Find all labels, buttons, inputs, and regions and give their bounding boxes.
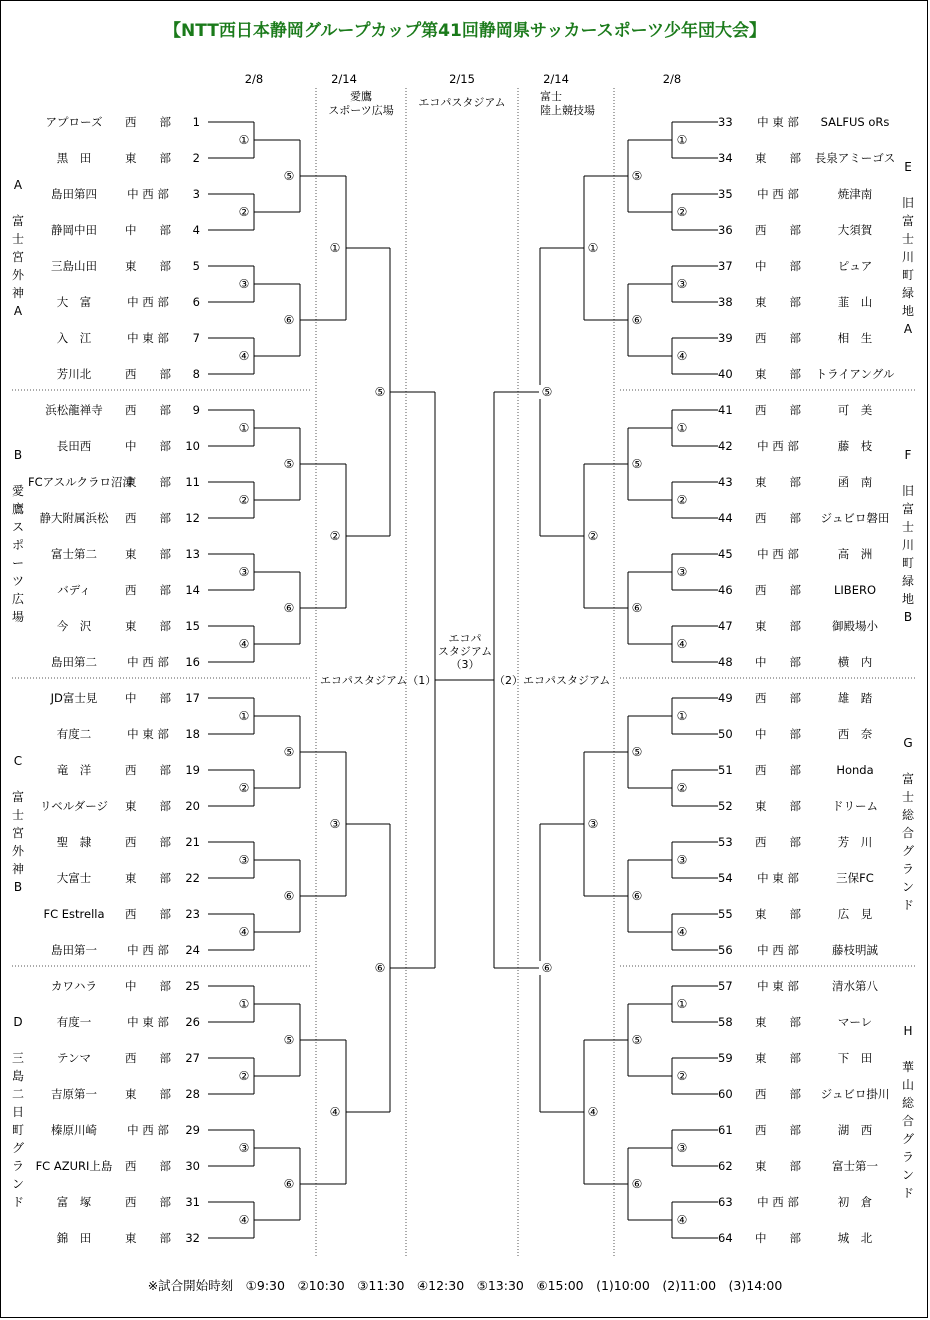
team-name-right: 芳 川 [837,835,873,849]
group-letter: F [904,448,912,462]
date-right-r2: 2/14 [543,72,569,86]
start-times-note: ※試合開始時刻 ①9:30 ②10:30 ③11:30 ④12:30 ⑤13:30 ⑥15:00 (1)10:00 (2)11:00 (3)14:00 [147,1278,783,1293]
match-mark-r1-right: ④ [674,925,690,939]
team-number-right: 36 [718,223,733,237]
team-number-left: 7 [192,331,200,345]
match-mark-r1-left: ④ [236,1213,252,1227]
team-number-right: 55 [718,907,733,921]
team-number-right: 43 [718,475,733,489]
team-name-right: 横 内 [837,655,873,669]
match-mark-r2-right: ⑥ [629,1177,645,1191]
team-name-left: 入 江 [56,331,92,345]
date-right-r1: 2/8 [662,72,682,86]
team-region-right: 中 西 部 [757,943,799,957]
team-number-left: 23 [185,907,200,921]
team-number-left: 14 [185,583,200,597]
team-region-right: 西 部 [755,835,801,849]
team-region-right: 中 部 [755,727,801,741]
team-number-left: 1 [192,115,200,129]
team-number-right: 52 [718,799,733,813]
team-number-right: 56 [718,943,733,957]
final-right-label: （2）エコパスタジアム [494,674,611,687]
team-name-right: LIBERO [834,583,876,597]
group-label-left [10,176,26,320]
team-region-right: 中 西 部 [757,1195,799,1209]
team-number-right: 61 [718,1123,733,1137]
team-number-left: 25 [185,979,200,993]
team-region-left: 中 西 部 [127,655,169,669]
team-region-right: 西 部 [755,223,801,237]
team-number-right: 33 [718,115,733,129]
team-region-left: 西 部 [125,403,171,417]
group-label-left [10,752,26,896]
team-name-right: ドリーム [832,799,878,813]
team-name-right: Honda [836,763,874,777]
team-number-right: 58 [718,1015,733,1029]
team-region-left: 西 部 [125,1195,171,1209]
team-name-right: 大須賀 [837,223,873,237]
match-mark-r3-right: ④ [585,1105,601,1119]
team-number-right: 62 [718,1159,733,1173]
team-name-left: FC Estrella [43,907,105,921]
team-region-left: 西 部 [125,367,171,381]
team-region-right: 西 部 [755,1123,801,1137]
team-name-right: ジュビロ掛川 [820,1087,890,1101]
team-number-left: 32 [185,1231,200,1245]
team-number-right: 60 [718,1087,733,1101]
team-name-right: 清水第八 [832,979,878,993]
team-name-right: ジュビロ磐田 [820,511,890,525]
team-number-left: 2 [192,151,200,165]
group-label-right [900,1022,916,1202]
team-region-left: 中 部 [125,223,171,237]
team-name-right: 相 生 [837,331,873,345]
group-label-right [900,158,916,338]
group-venue: 三島二日町グランド [11,1051,24,1209]
team-region-right: 西 部 [755,403,801,417]
match-mark-r1-left: ① [236,709,252,723]
match-mark-r2-right: ⑥ [629,313,645,327]
group-label-right [900,446,916,626]
team-name-left: アプローズ [45,115,103,129]
match-mark-r2-right: ⑥ [629,601,645,615]
team-number-left: 22 [185,871,200,885]
match-mark-r1-left: ② [236,493,252,507]
team-number-left: 21 [185,835,200,849]
group-letter: B [13,448,23,462]
group-letter: H [903,1024,913,1038]
team-region-right: 東 部 [755,907,801,921]
team-name-right: トライアングル [815,367,895,381]
group-venue: 旧富士川町緑地B [901,484,914,624]
team-name-left: 榛原川崎 [51,1123,97,1137]
team-name-right: 西 奈 [837,727,873,741]
team-number-left: 11 [185,475,200,489]
match-mark-r1-left: ③ [236,565,252,579]
match-mark-r1-left: ① [236,997,252,1011]
team-number-right: 46 [718,583,733,597]
team-region-right: 東 部 [755,1015,801,1029]
team-number-left: 15 [185,619,200,633]
match-mark-r1-left: ④ [236,925,252,939]
team-number-left: 31 [185,1195,200,1209]
team-region-right: 中 東 部 [757,115,799,129]
team-number-right: 34 [718,151,733,165]
team-name-right: 三保FC [836,871,874,885]
team-number-right: 57 [718,979,733,993]
date-center: 2/15 [449,72,475,86]
match-mark-r1-right: ③ [674,277,690,291]
team-region-right: 西 部 [755,511,801,525]
team-name-left: テンマ [57,1051,91,1065]
team-number-right: 48 [718,655,733,669]
team-name-right: 城 北 [837,1231,873,1245]
team-region-right: 中 西 部 [757,187,799,201]
team-region-left: 西 部 [125,583,171,597]
group-venue: 富士宮外神A [11,214,24,318]
group-letter: A [13,178,23,192]
team-region-left: 東 部 [125,547,171,561]
team-region-right: 中 西 部 [757,547,799,561]
team-region-right: 西 部 [755,691,801,705]
match-mark-r1-left: ④ [236,349,252,363]
team-region-left: 西 部 [125,835,171,849]
final-left-label: エコパスタジアム（1） [320,674,437,687]
team-name-right: 藤枝明誠 [832,943,878,957]
group-venue: 華山総合グランド [901,1060,914,1200]
match-mark-r1-left: ③ [236,277,252,291]
team-region-right: 中 西 部 [757,439,799,453]
match-mark-r2-right: ⑤ [629,457,645,471]
group-letter: E [904,160,912,174]
team-number-right: 39 [718,331,733,345]
team-name-left: 大 富 [56,295,92,309]
team-name-right: 藤 枝 [837,439,873,453]
match-mark-r2-left: ⑥ [281,1177,297,1191]
team-number-left: 19 [185,763,200,777]
team-region-left: 中 西 部 [127,943,169,957]
match-mark-r2-right: ⑤ [629,745,645,759]
team-region-right: 中 部 [755,259,801,273]
match-mark-r1-right: ③ [674,853,690,867]
team-region-left: 東 部 [125,151,171,165]
team-region-left: 中 西 部 [127,1123,169,1137]
team-region-left: 中 東 部 [127,1015,169,1029]
match-mark-r1-right: ① [674,709,690,723]
venue-center: エコパスタジアム [418,96,506,109]
match-mark-r1-right: ③ [674,565,690,579]
team-name-right: 可 美 [837,403,873,417]
match-mark-r2-left: ⑥ [281,601,297,615]
team-name-right: 下 田 [837,1051,873,1065]
team-name-left: 三島山田 [51,259,97,273]
team-number-right: 64 [718,1231,733,1245]
team-name-left: 有度二 [56,727,92,741]
match-mark-r1-left: ④ [236,637,252,651]
team-name-left: 今 沢 [56,619,92,633]
team-name-left: 島田第一 [51,943,97,957]
team-name-right: 富士第一 [832,1159,878,1173]
team-name-right: 初 倉 [837,1195,873,1209]
team-region-left: 西 部 [125,511,171,525]
group-venue: 富士総合グランド [901,772,914,912]
team-number-left: 10 [185,439,200,453]
match-mark-r1-right: ③ [674,1141,690,1155]
team-region-left: 東 部 [125,1087,171,1101]
team-region-right: 東 部 [755,367,801,381]
team-region-left: 中 部 [125,691,171,705]
team-region-right: 西 部 [755,763,801,777]
team-region-left: 中 西 部 [127,295,169,309]
team-name-left: 聖 隷 [56,835,92,849]
date-left-r2: 2/14 [331,72,357,86]
team-region-right: 中 東 部 [757,871,799,885]
match-mark-r2-left: ⑤ [281,1033,297,1047]
match-mark-r2-right: ⑤ [629,169,645,183]
team-number-right: 45 [718,547,733,561]
team-number-left: 24 [185,943,200,957]
team-name-right: SALFUS oRs [820,115,890,129]
team-region-left: 西 部 [125,763,171,777]
team-name-left: 富 塚 [56,1195,92,1209]
team-region-right: 東 部 [755,619,801,633]
team-number-left: 27 [185,1051,200,1065]
match-mark-r2-left: ⑤ [281,169,297,183]
team-name-left: 錦 田 [56,1231,92,1245]
team-number-left: 8 [192,367,200,381]
team-region-left: 中 部 [125,979,171,993]
team-name-left: 浜松龍禅寺 [45,403,103,417]
group-label-right [900,734,916,914]
team-name-right: 長泉アミーゴス [814,151,896,165]
team-region-left: 西 部 [125,1159,171,1173]
match-mark-r4-right: ⑤ [539,385,555,399]
match-mark-r2-left: ⑤ [281,457,297,471]
team-name-left: FC AZURI上島 [35,1159,113,1173]
team-region-right: 東 部 [755,151,801,165]
team-name-right: 高 洲 [837,547,873,561]
team-region-right: 西 部 [755,583,801,597]
team-number-left: 13 [185,547,200,561]
team-region-right: 東 部 [755,295,801,309]
match-mark-r2-right: ⑥ [629,889,645,903]
team-region-left: 西 部 [125,1051,171,1065]
team-region-left: 中 部 [125,439,171,453]
team-number-left: 6 [192,295,200,309]
team-name-left: JD富士見 [50,691,98,705]
match-mark-r3-right: ② [585,529,601,543]
match-mark-r3-right: ① [585,241,601,255]
team-name-right: 焼津南 [837,187,873,201]
team-name-left: リベルダージ [39,799,109,813]
team-number-left: 30 [185,1159,200,1173]
team-number-right: 38 [718,295,733,309]
match-mark-r3-left: ① [327,241,343,255]
team-number-right: 54 [718,871,733,885]
team-name-left: カワハラ [51,979,97,993]
team-name-right: ピュア [837,259,873,273]
team-number-left: 29 [185,1123,200,1137]
team-region-left: 中 東 部 [127,727,169,741]
team-number-right: 50 [718,727,733,741]
match-mark-r1-left: ③ [236,1141,252,1155]
team-number-left: 16 [185,655,200,669]
team-number-right: 37 [718,259,733,273]
team-name-right: 湖 西 [837,1123,873,1137]
team-number-right: 40 [718,367,733,381]
team-region-right: 西 部 [755,331,801,345]
group-venue: 旧富士川町緑地A [901,196,914,336]
team-region-left: 中 東 部 [127,331,169,345]
group-letter: G [903,736,913,750]
team-name-right: 御殿場小 [832,619,878,633]
team-region-right: 東 部 [755,799,801,813]
team-region-left: 西 部 [125,115,171,129]
team-number-right: 41 [718,403,733,417]
match-mark-r1-right: ④ [674,349,690,363]
team-number-right: 53 [718,835,733,849]
team-region-right: 中 部 [755,1231,801,1245]
match-mark-r1-left: ① [236,421,252,435]
match-mark-r3-left: ② [327,529,343,543]
team-region-left: 中 西 部 [127,187,169,201]
match-mark-r4-right: ⑥ [539,961,555,975]
match-mark-r4-left: ⑥ [372,961,388,975]
venue-left-r2: 愛鷹 スポーツ広場 [328,90,394,117]
team-region-right: 東 部 [755,1159,801,1173]
team-number-right: 49 [718,691,733,705]
group-letter: D [13,1015,23,1029]
match-mark-r1-right: ① [674,421,690,435]
team-region-left: 東 部 [125,1231,171,1245]
team-name-right: 函 南 [837,475,873,489]
team-number-left: 17 [185,691,200,705]
team-number-left: 3 [192,187,200,201]
match-mark-r1-right: ② [674,493,690,507]
team-number-right: 42 [718,439,733,453]
team-number-left: 4 [192,223,200,237]
team-name-left: 島田第四 [51,187,97,201]
team-number-left: 20 [185,799,200,813]
team-name-left: 黒 田 [56,151,92,165]
team-number-left: 28 [185,1087,200,1101]
match-mark-r3-right: ③ [585,817,601,831]
match-mark-r3-left: ④ [327,1105,343,1119]
team-number-left: 18 [185,727,200,741]
group-venue: 愛鷹スポーツ広場 [11,484,24,624]
match-mark-r1-right: ② [674,1069,690,1083]
team-region-right: 中 部 [755,655,801,669]
team-number-right: 47 [718,619,733,633]
team-number-right: 44 [718,511,733,525]
match-mark-r1-right: ② [674,781,690,795]
team-region-right: 東 部 [755,475,801,489]
match-mark-r1-left: ② [236,1069,252,1083]
match-mark-r1-right: ④ [674,637,690,651]
team-region-left: 東 部 [125,475,171,489]
team-name-left: 島田第二 [51,655,97,669]
team-region-left: 東 部 [125,871,171,885]
match-mark-r1-right: ① [674,133,690,147]
team-number-left: 12 [185,511,200,525]
team-number-left: 5 [192,259,200,273]
team-region-right: 中 東 部 [757,979,799,993]
team-region-left: 東 部 [125,799,171,813]
team-name-left: 静岡中田 [51,223,97,237]
team-name-left: 有度一 [56,1015,92,1029]
match-mark-r1-right: ② [674,205,690,219]
team-name-left: 長田西 [56,439,92,453]
team-name-right: マーレ [837,1015,873,1029]
date-left-r1: 2/8 [244,72,264,86]
team-name-left: バディ [57,583,91,597]
team-number-right: 51 [718,763,733,777]
team-name-right: 韮 山 [837,295,873,309]
team-region-left: 東 部 [125,259,171,273]
team-number-left: 9 [192,403,200,417]
match-mark-r2-left: ⑤ [281,745,297,759]
match-mark-r1-left: ② [236,205,252,219]
match-mark-r2-right: ⑤ [629,1033,645,1047]
match-mark-r1-left: ③ [236,853,252,867]
team-region-left: 東 部 [125,619,171,633]
team-name-left: 竜 洋 [56,763,92,777]
team-number-right: 63 [718,1195,733,1209]
group-label-left [10,1013,26,1211]
page-title: 【NTT西日本静岡グループカップ第41回静岡県サッカースポーツ少年団大会】 [164,21,766,41]
group-venue: 富士宮外神B [11,790,24,894]
team-region-right: 東 部 [755,1051,801,1065]
match-mark-r1-right: ④ [674,1213,690,1227]
team-name-left: 富士第二 [51,547,97,561]
team-name-left: 静大附属浜松 [39,511,109,525]
team-region-right: 西 部 [755,1087,801,1101]
team-number-right: 35 [718,187,733,201]
final-center-label: エコパ スタジアム （3） [437,632,493,671]
team-number-right: 59 [718,1051,733,1065]
team-name-left: 芳川北 [56,367,92,381]
match-mark-r1-left: ① [236,133,252,147]
match-mark-r2-left: ⑥ [281,313,297,327]
team-name-left: 吉原第一 [51,1087,97,1101]
match-mark-r2-left: ⑥ [281,889,297,903]
team-name-right: 雄 踏 [837,691,873,705]
team-name-left: 大富士 [56,871,92,885]
team-number-left: 26 [185,1015,200,1029]
match-mark-r1-left: ② [236,781,252,795]
group-letter: C [13,754,23,768]
team-name-right: 広 見 [837,907,873,921]
group-label-left [10,446,26,626]
match-mark-r3-left: ③ [327,817,343,831]
team-region-left: 西 部 [125,907,171,921]
venue-right-r2: 富士 陸上競技場 [540,90,595,117]
team-name-left: FCアスルクラロ沼津 [28,475,134,489]
match-mark-r1-right: ① [674,997,690,1011]
match-mark-r4-left: ⑤ [372,385,388,399]
